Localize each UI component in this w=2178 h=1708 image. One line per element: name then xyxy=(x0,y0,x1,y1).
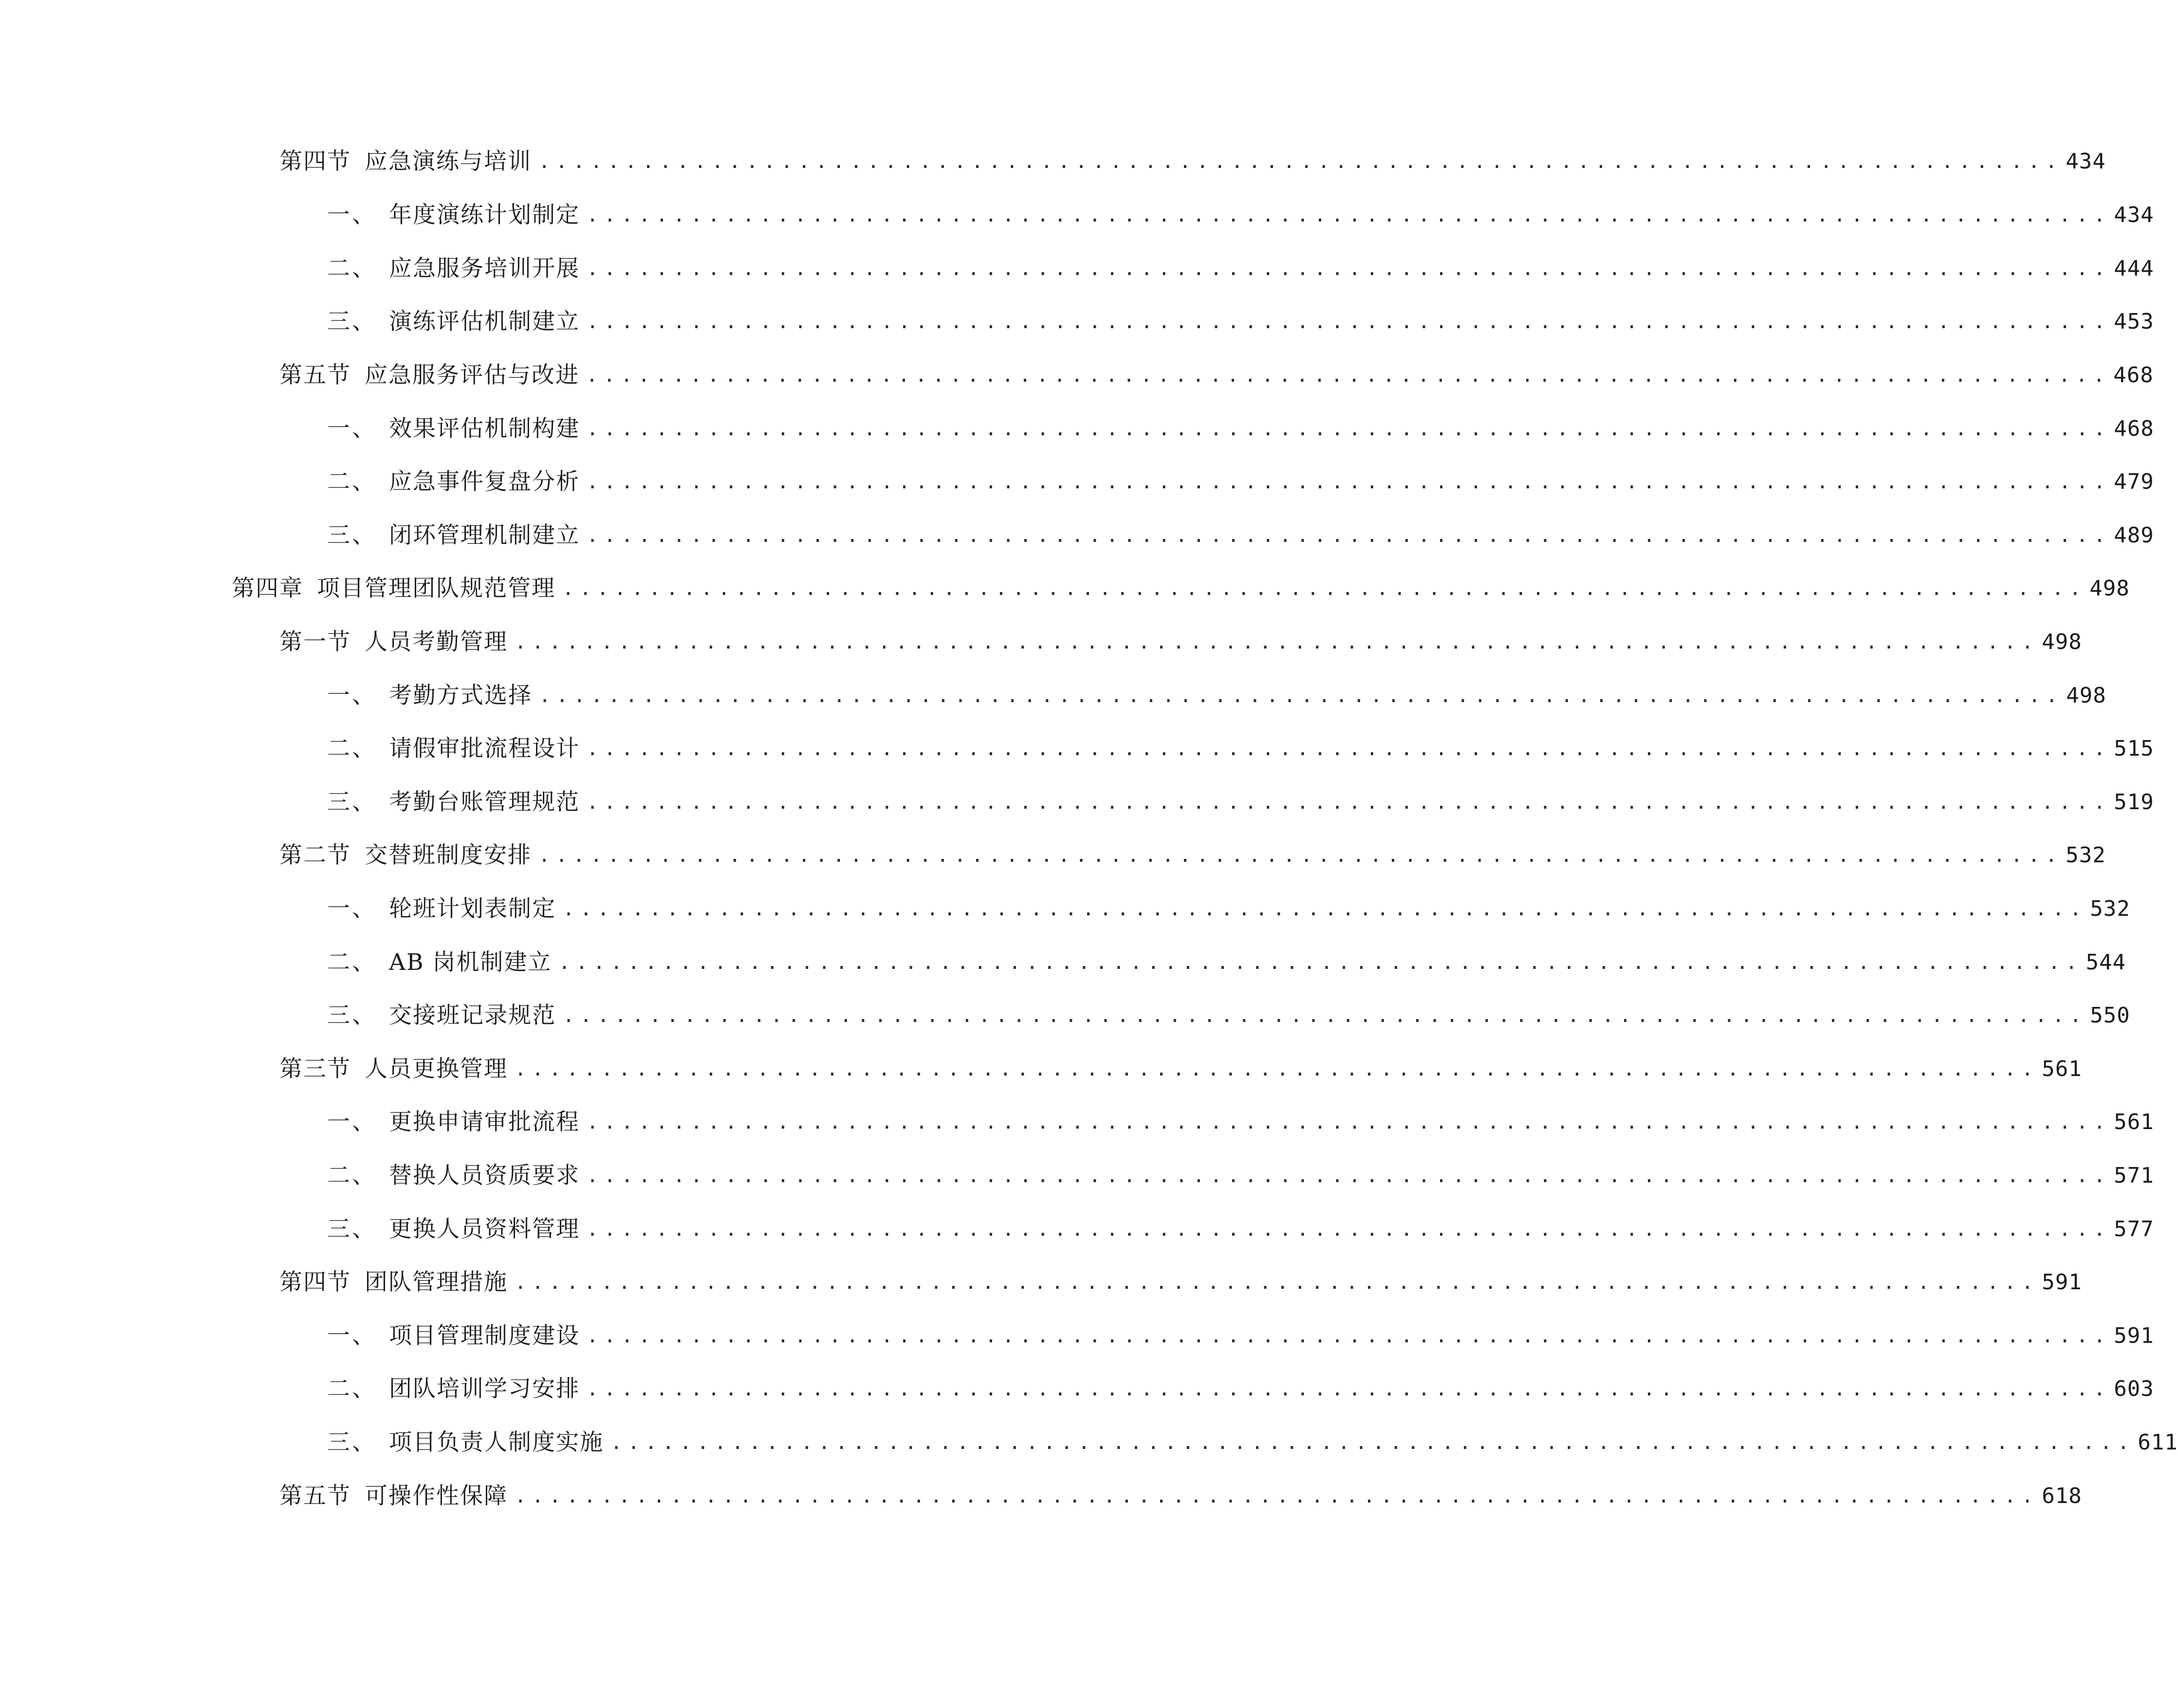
toc-entry-text: 年度演练计划制定 xyxy=(389,202,580,228)
toc-entry-number: 二、 xyxy=(327,468,377,495)
toc-entry[interactable] xyxy=(279,356,2154,395)
toc-page-number: 519 xyxy=(2114,790,2154,815)
toc-entry-title xyxy=(327,729,580,768)
toc-page-number: 577 xyxy=(2114,1217,2154,1242)
toc-entry-number: 一、 xyxy=(327,202,377,228)
toc-entry-text: 更换申请审批流程 xyxy=(389,1109,580,1135)
toc-dot-leader: ........................................................................................ xyxy=(515,631,2039,653)
toc-entry-number: 三、 xyxy=(327,789,377,816)
toc-entry[interactable] xyxy=(279,1263,2082,1302)
toc-entry[interactable] xyxy=(327,249,2154,288)
toc-page-number: 489 xyxy=(2114,523,2154,548)
toc-entry[interactable] xyxy=(327,1210,2154,1249)
toc-entry-text: 考勤方式选择 xyxy=(389,682,532,709)
toc-entry-text: 替换人员资质要求 xyxy=(389,1162,580,1189)
toc-entry-text: 可操作性保障 xyxy=(365,1483,508,1509)
toc-page-number: 561 xyxy=(2114,1110,2154,1134)
toc-entry-title xyxy=(327,783,580,822)
toc-dot-leader: ........................................................................................ xyxy=(587,524,2111,547)
toc-entry-text: 应急演练与培训 xyxy=(365,148,532,175)
toc-entry-number: 三、 xyxy=(327,308,377,335)
toc-dot-leader: ........................................................................................ xyxy=(562,577,2087,600)
toc-entry[interactable] xyxy=(327,729,2154,768)
toc-entry[interactable] xyxy=(327,1370,2154,1409)
toc-entry[interactable] xyxy=(279,836,2106,875)
toc-entry[interactable] xyxy=(279,1477,2082,1516)
toc-dot-leader: ........................................................................................ xyxy=(538,844,2063,867)
toc-entry[interactable] xyxy=(327,783,2154,822)
toc-entry-number: 三、 xyxy=(327,1216,377,1243)
toc-entry[interactable] xyxy=(327,302,2154,341)
toc-dot-leader: ........................................................................................ xyxy=(538,150,2063,173)
toc-entry-number: 一、 xyxy=(327,1322,377,1349)
toc-dot-leader: ........................................................................................ xyxy=(515,1058,2039,1080)
toc-entry-number: 一、 xyxy=(327,682,377,709)
toc-entry[interactable] xyxy=(279,1050,2082,1089)
toc-entry-title xyxy=(279,623,508,662)
toc-page-number: 444 xyxy=(2114,256,2154,281)
toc-entry-number: 三、 xyxy=(327,1429,377,1456)
toc-entry-text: 团队管理措施 xyxy=(365,1269,508,1296)
toc-entry[interactable] xyxy=(279,142,2106,181)
toc-entry[interactable] xyxy=(327,943,2126,982)
toc-entry-text: 应急服务培训开展 xyxy=(389,255,580,282)
toc-dot-leader: ........................................................................................ xyxy=(587,738,2111,760)
toc-entry-title xyxy=(327,996,556,1035)
toc-entry-text: 应急事件复盘分析 xyxy=(389,468,580,495)
toc-entry-number: 三、 xyxy=(327,522,377,549)
toc-entry[interactable] xyxy=(327,676,2106,715)
toc-entry-text: 效果评估机制构建 xyxy=(389,415,580,442)
toc-entry[interactable] xyxy=(327,890,2130,928)
toc-page-number: 603 xyxy=(2114,1376,2154,1401)
toc-entry-text: 更换人员资料管理 xyxy=(389,1216,580,1243)
toc-entry[interactable] xyxy=(327,196,2154,235)
toc-page-number: 591 xyxy=(2114,1323,2154,1348)
toc-page-number: 498 xyxy=(2089,576,2130,601)
toc-dot-leader: ........................................................................................ xyxy=(587,204,2111,226)
toc-entry-title xyxy=(327,409,580,448)
toc-dot-leader: ........................................................................................ xyxy=(563,898,2087,920)
toc-dot-leader: ........................................................................................ xyxy=(587,418,2111,440)
toc-entry-title xyxy=(232,569,555,608)
toc-entry-text: 交替班制度安排 xyxy=(365,842,532,869)
toc-entry-text: 项目管理制度建设 xyxy=(389,1322,580,1349)
toc-entry-title xyxy=(327,1370,580,1409)
toc-entry[interactable] xyxy=(327,1317,2154,1355)
toc-dot-leader: ........................................................................................ xyxy=(586,364,2111,387)
toc-dot-leader: ........................................................................................ xyxy=(587,1218,2111,1241)
toc-page-number: 544 xyxy=(2086,950,2126,975)
toc-dot-leader: ........................................................................................ xyxy=(539,685,2064,707)
toc-entry[interactable] xyxy=(279,623,2082,662)
toc-page-number: 591 xyxy=(2042,1270,2082,1295)
toc-dot-leader: ........................................................................................ xyxy=(587,311,2111,333)
toc-entry-title xyxy=(327,249,580,288)
toc-entry-text: AB 岗机制建立 xyxy=(389,949,552,976)
toc-dot-leader: ........................................................................................ xyxy=(587,791,2111,814)
toc-entry-title xyxy=(279,356,579,395)
toc-entry[interactable] xyxy=(327,463,2154,501)
toc-dot-leader: ........................................................................................ xyxy=(610,1431,2135,1454)
toc-page-number: 611 xyxy=(2138,1430,2178,1455)
toc-entry-title xyxy=(327,943,552,982)
toc-entry-prefix: 第一节 xyxy=(279,629,351,655)
toc-entry[interactable] xyxy=(327,1156,2154,1195)
toc-dot-leader: ........................................................................................ xyxy=(558,951,2083,974)
toc-entry-title xyxy=(327,1156,580,1195)
toc-entry-text: 考勤台账管理规范 xyxy=(389,789,580,816)
toc-page-number: 532 xyxy=(2066,843,2106,868)
toc-entry-number: 三、 xyxy=(327,1002,377,1029)
toc-entry-prefix: 第四节 xyxy=(279,148,351,175)
toc-page-number: 550 xyxy=(2090,1003,2130,1028)
toc-entry[interactable] xyxy=(327,996,2130,1035)
toc-page-number: 479 xyxy=(2114,469,2154,494)
toc-entry-title xyxy=(327,196,580,235)
toc-entry-text: 项目管理团队规范管理 xyxy=(317,575,555,602)
toc-dot-leader: ........................................................................................ xyxy=(587,1165,2111,1187)
toc-entry-title xyxy=(327,676,532,715)
toc-dot-leader: ........................................................................................ xyxy=(587,1325,2111,1347)
toc-dot-leader: ........................................................................................ xyxy=(587,1378,2111,1400)
toc-page-number: 453 xyxy=(2114,309,2154,334)
toc-page-number: 498 xyxy=(2066,683,2106,708)
toc-dot-leader: ........................................................................................ xyxy=(563,1004,2087,1027)
toc-entry-number: 二、 xyxy=(327,1162,377,1189)
toc-entry-title xyxy=(327,1103,580,1142)
toc-entry-text: 人员考勤管理 xyxy=(365,629,508,655)
toc-page-number: 618 xyxy=(2042,1484,2082,1508)
toc-dot-leader: ........................................................................................ xyxy=(587,1111,2111,1133)
toc-entry-text: 项目负责人制度实施 xyxy=(389,1429,604,1456)
toc-page-number: 434 xyxy=(2114,203,2154,227)
toc-entry-title xyxy=(279,142,532,181)
toc-entry-title xyxy=(327,890,556,928)
toc-page-number: 468 xyxy=(2114,416,2154,441)
toc-dot-leader: ........................................................................................ xyxy=(587,471,2111,493)
toc-page-number: 571 xyxy=(2114,1163,2154,1188)
toc-page-number: 532 xyxy=(2090,896,2130,921)
toc-entry-number: 二、 xyxy=(327,949,377,976)
toc-page-number: 434 xyxy=(2066,149,2106,174)
toc-entry-text: 人员更换管理 xyxy=(365,1056,508,1082)
toc-dot-leader: ........................................................................................ xyxy=(587,258,2111,280)
toc-entry-title xyxy=(327,463,580,501)
toc-page-number: 498 xyxy=(2042,630,2082,654)
toc-entry-text: 演练评估机制建立 xyxy=(389,308,580,335)
toc-entry[interactable] xyxy=(327,516,2154,555)
toc-entry-number: 二、 xyxy=(327,255,377,282)
toc-entry-title xyxy=(279,1050,508,1089)
toc-page-number: 561 xyxy=(2042,1057,2082,1081)
toc-entry-prefix: 第四节 xyxy=(279,1269,351,1296)
toc-entry-title xyxy=(327,1423,604,1462)
toc-entry-number: 二、 xyxy=(327,735,377,762)
toc-page-number: 468 xyxy=(2113,363,2154,388)
toc-entry-prefix: 第二节 xyxy=(279,842,351,869)
toc-entry-text: 轮班计划表制定 xyxy=(389,895,556,922)
toc-dot-leader: ........................................................................................ xyxy=(515,1271,2039,1294)
toc-entry-number: 一、 xyxy=(327,415,377,442)
toc-page-number: 515 xyxy=(2114,736,2154,761)
toc-dot-leader: ........................................................................................ xyxy=(515,1485,2039,1507)
toc-entry[interactable] xyxy=(327,1103,2154,1142)
toc-entry-title xyxy=(279,836,532,875)
toc-entry-prefix: 第四章 xyxy=(232,575,303,602)
toc-entry[interactable] xyxy=(327,1423,2178,1462)
toc-entry-title xyxy=(279,1263,508,1302)
toc-entry-title xyxy=(327,516,580,555)
toc-entry-title xyxy=(327,1210,580,1249)
toc-entry-number: 二、 xyxy=(327,1375,377,1402)
toc-entry-title xyxy=(279,1477,508,1516)
toc-entry[interactable] xyxy=(232,569,2130,608)
toc-entry-text: 请假审批流程设计 xyxy=(389,735,580,762)
toc-entry-title xyxy=(327,302,580,341)
toc-entry[interactable] xyxy=(327,409,2154,448)
toc-entry-prefix: 第三节 xyxy=(279,1056,351,1082)
toc-entry-title xyxy=(327,1317,580,1355)
toc-entry-text: 应急服务评估与改进 xyxy=(365,362,579,389)
toc-entry-text: 闭环管理机制建立 xyxy=(389,522,580,549)
toc-entry-text: 交接班记录规范 xyxy=(389,1002,556,1029)
toc-entry-number: 一、 xyxy=(327,1109,377,1135)
toc-entry-number: 一、 xyxy=(327,895,377,922)
toc-entry-prefix: 第五节 xyxy=(279,1483,351,1509)
toc-entry-text: 团队培训学习安排 xyxy=(389,1375,580,1402)
toc-entry-prefix: 第五节 xyxy=(279,362,351,389)
